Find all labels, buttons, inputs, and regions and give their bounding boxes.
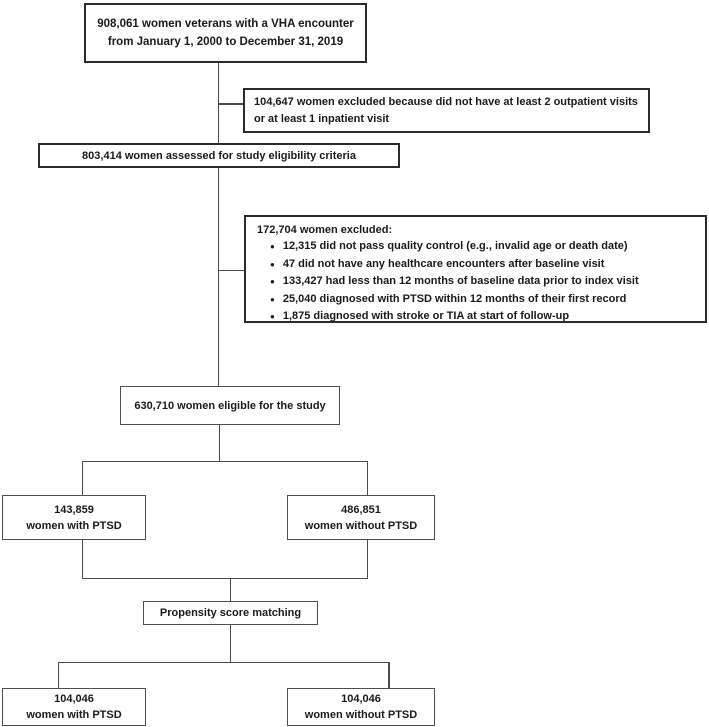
- bullet-item-text: 1,875 diagnosed with stroke or TIA at start of follow-up: [282, 310, 570, 322]
- connector-line: [367, 540, 369, 578]
- matched-ptsd-group-label: women with PTSD: [26, 709, 122, 721]
- bullet-item-text: 25,040 diagnosed with PTSD within 12 months of their first record: [282, 292, 627, 305]
- connector-line: [58, 662, 60, 688]
- box-initial-cohort: [84, 3, 367, 63]
- box-excluded-criteria: [244, 215, 707, 323]
- bullet-item: [270, 273, 639, 291]
- connector-line: [230, 625, 232, 662]
- ptsd-group-count: 143,859: [54, 503, 94, 516]
- connector-line: [82, 578, 368, 580]
- box-ptsd-group: [2, 495, 146, 540]
- bullet-item: [270, 308, 639, 326]
- box-no-ptsd-group: [287, 495, 435, 540]
- bullet-item-text: 133,427 had less than 12 months of baseline data prior to index visit: [282, 275, 639, 287]
- bullet-item-text: 47 did not have any healthcare encounters after baseline visit: [282, 257, 605, 270]
- box-eligible: [120, 386, 340, 425]
- box-propensity-matching: [143, 601, 318, 625]
- bullet-icon: [270, 273, 275, 291]
- bullet-item: [270, 291, 639, 309]
- matched-no-ptsd-group-count: 104,046: [341, 693, 381, 705]
- matched-no-ptsd-group-label: women without PTSD: [304, 709, 418, 721]
- box-initial-cohort-text: 908,061 women veterans with a VHA encounter from January 1, 2000 to December 31, 2019: [97, 18, 354, 48]
- connector-line: [218, 168, 220, 386]
- connector-line: [367, 461, 369, 495]
- connector-line: [230, 578, 232, 601]
- box-excluded-visits: [243, 88, 650, 133]
- bullet-icon: [270, 238, 275, 256]
- bullet-icon: [270, 291, 275, 309]
- connector-line: [219, 270, 244, 272]
- box-matched-ptsd-group: [2, 688, 146, 726]
- connector-line: [82, 461, 368, 463]
- connector-line: [82, 461, 84, 495]
- connector-line: [82, 540, 84, 578]
- ptsd-group-label: women with PTSD: [26, 519, 122, 532]
- box-eligible-text: 630,710 women eligible for the study: [134, 399, 326, 412]
- connector-line: [58, 662, 390, 664]
- bullet-item-text: 12,315 did not pass quality control (e.g., invalid age or death date): [282, 240, 628, 252]
- box-assessed-eligibility: [38, 143, 400, 168]
- box-assessed-eligibility-text: 803,414 women assessed for study eligibility criteria: [82, 149, 356, 162]
- no-ptsd-group-count: 486,851: [341, 503, 381, 516]
- no-ptsd-group-label: women without PTSD: [304, 519, 418, 532]
- box-excluded-criteria-title: 172,704 women excluded:: [257, 224, 393, 236]
- matched-ptsd-group-count: 104,046: [54, 693, 94, 705]
- bullet-item: [270, 238, 639, 256]
- connector-line: [388, 662, 390, 688]
- box-propensity-matching-text: Propensity score matching: [159, 607, 302, 619]
- bullet-icon: [270, 256, 275, 274]
- connector-line: [219, 103, 243, 105]
- bullet-item: [270, 256, 639, 274]
- box-excluded-visits-text: 104,647 women excluded because did not have at least 2 outpatient visits or at least 1 inpatient visit: [254, 95, 638, 125]
- bullet-icon: [270, 308, 275, 326]
- excluded-criteria-list: [257, 238, 639, 326]
- box-matched-no-ptsd-group: [287, 688, 435, 726]
- connector-line: [219, 425, 221, 461]
